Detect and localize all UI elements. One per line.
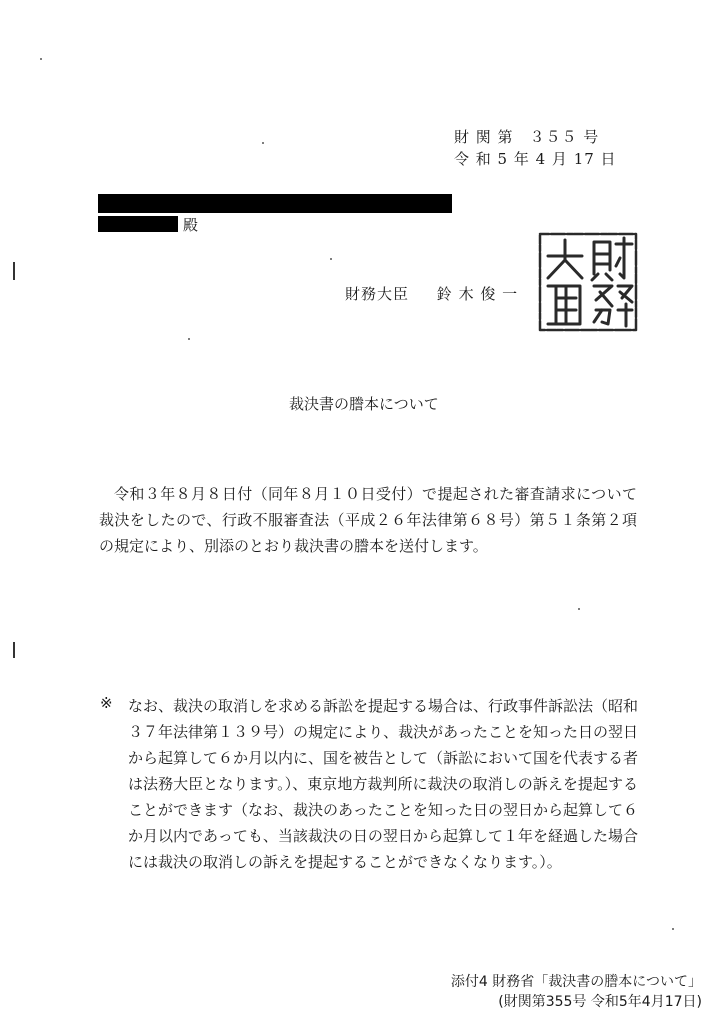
addressee-honorific: 殿 bbox=[183, 216, 199, 234]
attachment-caption-line-1: 添付4 財務省「裁決書の謄本について」 bbox=[450, 974, 702, 990]
scan-margin-mark bbox=[13, 642, 15, 658]
note-mark: ※ bbox=[100, 694, 113, 712]
sender-name: 鈴 木 俊 一 bbox=[436, 285, 519, 303]
issue-date: 令 和 5 年 4 月 17 日 bbox=[454, 150, 617, 168]
scan-speck bbox=[330, 258, 332, 260]
attachment-caption bbox=[451, 972, 702, 1012]
scan-speck bbox=[578, 608, 580, 610]
scan-speck bbox=[188, 338, 190, 340]
attachment-caption-line-2: (財関第355号 令和5年4月17日) bbox=[498, 994, 702, 1010]
redacted-addressee-line-1 bbox=[98, 194, 452, 213]
seal-label: 財務大臣印 bbox=[588, 334, 593, 335]
document-title: 裁決書の謄本について bbox=[289, 395, 439, 413]
scan-speck bbox=[40, 58, 42, 60]
sender-line bbox=[345, 283, 518, 304]
scan-speck bbox=[262, 142, 264, 144]
redacted-addressee-line-2 bbox=[98, 216, 178, 232]
scan-speck bbox=[672, 928, 674, 930]
reference-number: 財 関 第 ３５５ 号 bbox=[454, 128, 600, 146]
body-paragraph: 令和３年８月８日付（同年８月１０日受付）で提起された審査請求について裁決をしたので、行政不服審査法（平成２６年法律第６８号）第５１条第２項の規定により、別添のとおり裁決書の謄本を送付します。 bbox=[99, 485, 637, 555]
official-seal bbox=[536, 230, 640, 334]
scan-margin-mark bbox=[13, 262, 15, 280]
note-paragraph: なお、裁決の取消しを求める訴訟を提起する場合は、行政事件訴訟法（昭和３７年法律第１３９号）の規定により、裁決があったことを知った日の翌日から起算して６か月以内に、国を被告として（訴訟において国を代表する者は法務大臣となります。）、東京地方裁判所に裁決の取消しの訴えを提起することができます（なお、裁決のあったことを知った日の翌日から起算して６か月以内であっても、当該裁決の日の翌日から起算して１年を経過した場合には裁決の取消しの訴えを提起することができなくなります。）。 bbox=[128, 697, 639, 871]
sender-title: 財務大臣 bbox=[345, 285, 410, 303]
